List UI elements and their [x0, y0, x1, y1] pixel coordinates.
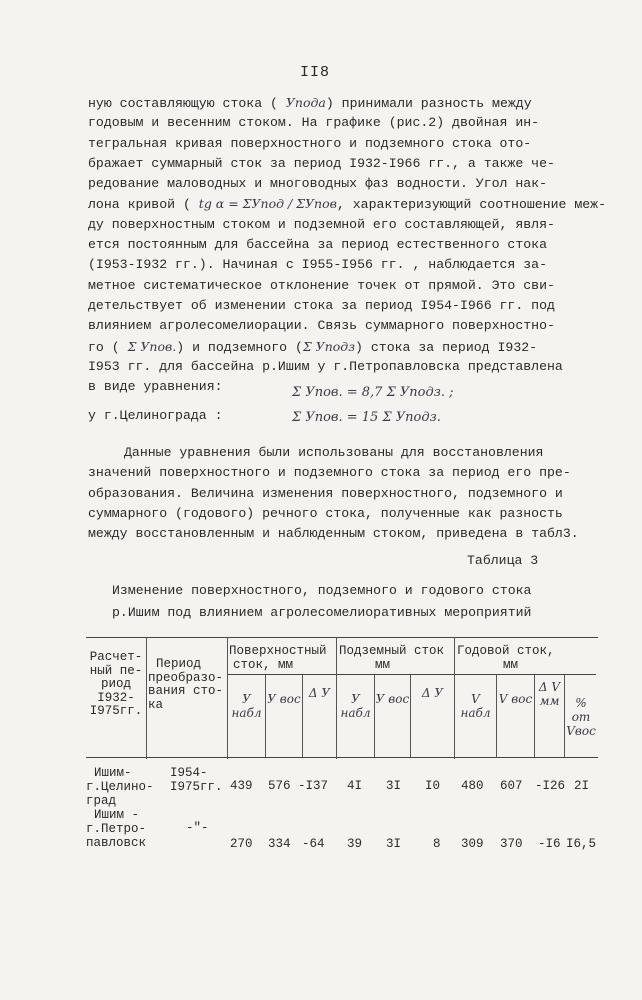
- handwritten-formula: tg α = ΣУпод / ΣУпов: [198, 196, 337, 212]
- row1-cell: 2I: [574, 779, 590, 793]
- subheader-y-restored: У вос: [267, 692, 301, 706]
- text-line: ется постоянным для бассейна за период естественного стока: [88, 237, 547, 253]
- subheader-v-observed: V набл: [460, 692, 491, 720]
- text-line: I953 гг. для бассейна р.Ишим у г.Петропавловска представлена: [88, 358, 563, 374]
- text-line: лона кривой ( tg α = ΣУпод / ΣУпов, характеризующий соотношение меж-: [88, 196, 606, 213]
- header-period-calc: Расчет- ный пе- риод I932- I975гг.: [89, 650, 143, 718]
- row2-cell: 3I: [386, 837, 402, 851]
- row1-cell: 576: [268, 779, 291, 793]
- text-line: суммарного (годового) речного стока, полученные как разность: [88, 505, 563, 521]
- row1-cell: 480: [461, 779, 484, 793]
- subheader-delta-y: Δ У: [308, 686, 331, 700]
- text-line: ную составляющую стока ( Упода) принимали разность между: [88, 95, 532, 111]
- row2-cell: 39: [347, 837, 363, 851]
- row2-cell: -I6: [538, 837, 561, 851]
- equation-2: Σ Упов. = 15 Σ Уподз.: [292, 410, 441, 425]
- row1-cell: I0: [425, 779, 441, 793]
- subheader-y-restored-2: У вос: [375, 692, 410, 706]
- row2-cell: 270: [230, 837, 253, 851]
- row2-cell: 8: [433, 837, 441, 851]
- text-line: детельствует об изменении стока за период I954-I966 гг. под: [88, 297, 555, 313]
- row2-cell: -64: [302, 837, 325, 851]
- text-line: Данные уравнения были использованы для восстановления: [124, 445, 544, 460]
- row2-cell: 370: [500, 837, 523, 851]
- row1-place: Ишим- г.Целино- град: [86, 766, 154, 808]
- header-transform-period: Период преобразо- вания сто- ка: [148, 657, 224, 712]
- text-line: метное систематическое отклонение точек от прямой. Это сви-: [88, 277, 555, 293]
- equation-1: Σ Упов. = 8,7 Σ Уподз. ;: [292, 385, 454, 400]
- subheader-delta-v-percent: % от Vвос: [566, 696, 596, 738]
- text-line: тегральная кривая поверхностного и подземного стока ото-: [88, 135, 532, 151]
- row1-cell: -I26: [535, 779, 566, 793]
- text-line: бражает суммарный сток за период I932-I966 гг., а также че-: [88, 155, 555, 171]
- table-subheader-rule: [228, 674, 596, 675]
- text-line: между восстановленным и наблюденным стоком, приведена в табл3.: [88, 526, 579, 542]
- table-vline: [374, 674, 375, 758]
- subheader-y-observed-2: У набл: [340, 692, 371, 720]
- page-number: II8: [300, 64, 331, 81]
- paragraph-2: [88, 443, 579, 544]
- row1-period: I954- I975гг.: [170, 766, 223, 794]
- subheader-v-restored: V вос: [498, 692, 533, 706]
- row2-cell: 309: [461, 837, 484, 851]
- text-line: ду поверхностным стоком и подземной его составляющей, явля-: [88, 216, 555, 232]
- row2-cell: I6,5: [566, 837, 597, 851]
- table-number: Таблица 3: [467, 553, 539, 568]
- subheader-delta-v-mm: Δ V мм: [538, 680, 561, 708]
- subheader-y-observed: У набл: [231, 692, 262, 720]
- row1-cell: 4I: [347, 779, 363, 793]
- row2-place: Ишим - г.Петро- павловск: [86, 808, 147, 850]
- text-line: значений поверхностного и подземного стока за период его пре-: [88, 465, 571, 481]
- text-line: образования. Величина изменения поверхностного, подземного и: [88, 485, 563, 501]
- table-header-bottom-rule: [86, 757, 598, 758]
- text-line: влиянием агролесомелиорации. Связь суммарного поверхностно-: [88, 318, 555, 334]
- table-vline: [265, 674, 266, 758]
- subheader-delta-y-2: Δ У: [421, 686, 444, 700]
- text-line: го ( Σ Упов.) и подземного (Σ Уподз) стока за период I932-: [88, 338, 538, 355]
- paragraph-1: [88, 93, 606, 397]
- row1-cell: 3I: [386, 779, 402, 793]
- text-line: редование маловодных и многоводных фаз водности. Угол нак-: [88, 176, 547, 192]
- table-vline: [496, 674, 497, 758]
- equation-2-label: у г.Целинограда :: [88, 408, 223, 423]
- row1-cell: 439: [230, 779, 253, 793]
- text-line: годовым и весенним стоком. На графике (рис.2) двойная ин-: [88, 115, 540, 131]
- table-caption: Изменение поверхностного, подземного и годового стока р.Ишим под влиянием агролесомелиоративных мероприятий: [112, 583, 532, 620]
- header-surface-runoff: Поверхностный сток, мм: [229, 644, 327, 672]
- row1-cell: 607: [500, 779, 523, 793]
- row2-period: -"-: [186, 821, 209, 835]
- header-annual-runoff: Годовой сток, мм: [457, 644, 555, 672]
- row1-cell: -I37: [298, 779, 329, 793]
- header-underground-runoff: Подземный сток мм: [339, 644, 445, 672]
- text-line: в виде уравнения:: [88, 379, 223, 395]
- text-line: (I953-I932 гг.). Начиная с I955-I956 гг. , наблюдается за-: [88, 257, 547, 273]
- row2-cell: 334: [268, 837, 291, 851]
- table-vline: [146, 637, 147, 759]
- table-top-rule: [86, 637, 598, 638]
